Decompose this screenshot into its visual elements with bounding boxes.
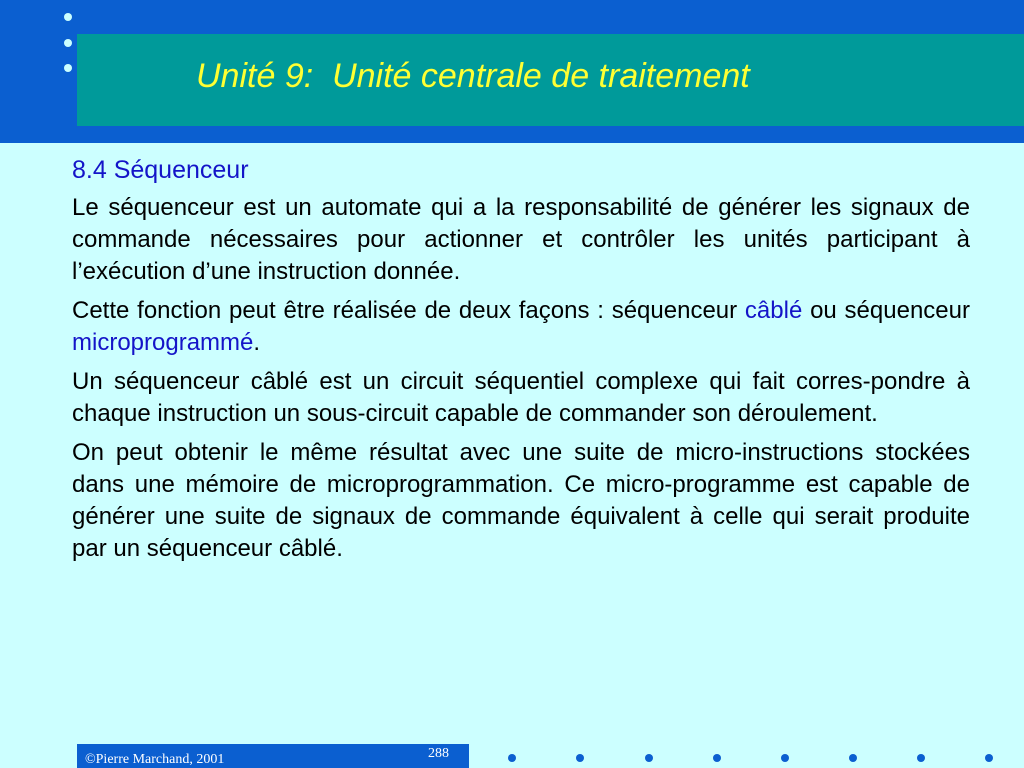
slide-title: Unité 9: Unité centrale de traitement [196,57,750,95]
footer-dot [781,754,789,762]
section-heading: 8.4 Séquenceur [72,156,249,184]
footer-dot [849,754,857,762]
paragraph-4: On peut obtenir le même résultat avec une suite de micro-instructions stockées dans une mémoire de microprogrammation. Ce micro-programme est capable de générer une suite de signaux de commande équivalent à celle qui serait produite par un séquenceur câblé. [72,439,970,562]
highlight-microprogramme: microprogrammé [72,329,254,356]
footer-dot [645,754,653,762]
footer-dot [508,754,516,762]
paragraph-2-text-c: . [253,329,261,356]
paragraph-2 [72,295,970,359]
footer-dot [576,754,584,762]
slide-content [72,152,970,572]
footer-dot [917,754,925,762]
highlight-cable: câblé [744,297,803,324]
footer-dot [713,754,721,762]
copyright-text: ©Pierre Marchand, 2001 [85,752,225,767]
page-number: 288 [428,746,449,761]
paragraph-3: Un séquenceur câblé est un circuit séquentiel complexe qui fait corres-pondre à chaque instruction un sous-circuit capable de commander son déroulement. [72,368,970,427]
paragraph-2-text-b: ou séquenceur [802,297,970,324]
decor-dot [64,13,72,21]
decor-dot [64,64,72,72]
footer-dot [985,754,993,762]
paragraph-2-text-a: Cette fonction peut être réalisée de deux façons : séquenceur [72,297,745,324]
decor-dot [64,39,72,47]
paragraph-1: Le séquenceur est un automate qui a la responsabilité de générer les signaux de commande nécessaires pour actionner et contrôler les unités participant à l’exécution d’une instruction donnée. [72,194,970,285]
